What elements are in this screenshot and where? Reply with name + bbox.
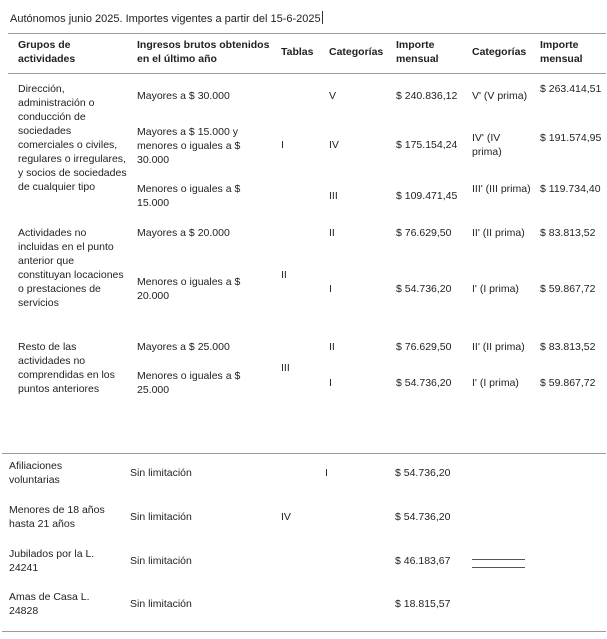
categoria-prima-cell: IV' (IV prima): [472, 132, 502, 158]
categoria-cell: IV: [329, 139, 339, 151]
tabla-cell: II: [281, 269, 287, 281]
lower-importe-cell: $ 54.736,20: [395, 467, 451, 479]
ingresos-cell: Mayores a $ 15.000 y menores o iguales a $ 30.000: [137, 126, 241, 166]
lower-importe-cell: $ 54.736,20: [395, 511, 451, 523]
lower-categoria-cell: I: [325, 467, 328, 479]
lower-ingresos-cell: Sin limitación: [130, 511, 192, 523]
header-tablas: Tablas: [281, 46, 314, 58]
header-grupos: Grupos de actividades: [18, 39, 76, 65]
categoria-cell: II: [329, 227, 335, 239]
group-label: Dirección, administración o conducción de sociedades comerciales o civiles, regulares o irregulares, y socios de sociedades de cualquier tipo: [18, 83, 127, 193]
lower-ingresos-cell: Sin limitación: [130, 467, 192, 479]
blank-line: [472, 567, 525, 568]
importe-cell: $ 76.629,50: [396, 227, 452, 239]
lower-importe-cell: $ 18.815,57: [395, 598, 451, 610]
lower-table-bottom-rule: [2, 631, 606, 632]
lower-row-label: Amas de Casa L. 24828: [9, 591, 90, 617]
lower-row-label: Menores de 18 años hasta 21 años: [9, 504, 105, 530]
title-text: Autónomos junio 2025. Importes vigentes a partir del 15-6-2025: [10, 13, 321, 25]
importe-cell: $ 76.629,50: [396, 341, 452, 353]
categoria-prima-cell: I' (I prima): [472, 377, 519, 389]
header-importe: Importe mensual: [396, 39, 439, 65]
ingresos-cell: Mayores a $ 30.000: [137, 90, 230, 102]
importe-prima-cell: $ 191.574,95: [540, 132, 602, 144]
importe-prima-cell: $ 59.867,72: [540, 377, 596, 389]
table-top-rule: [8, 33, 606, 34]
categoria-cell: II: [329, 341, 335, 353]
categoria-cell: I: [329, 283, 332, 295]
group-label: Actividades no incluidas en el punto anterior que constituyan locaciones o prestaciones de servicios: [18, 227, 124, 309]
header-bottom-rule: [8, 73, 606, 74]
categoria-prima-cell: III' (III prima): [472, 183, 531, 195]
categoria-cell: V: [329, 90, 337, 102]
text-cursor: [322, 11, 323, 24]
importe-cell: $ 109.471,45: [396, 190, 458, 202]
ingresos-cell: Mayores a $ 25.000: [137, 341, 230, 353]
categoria-prima-cell: II' (II prima): [472, 341, 525, 353]
ingresos-cell: Mayores a $ 20.000: [137, 227, 230, 239]
ingresos-cell: Menores o iguales a $ 15.000: [137, 183, 241, 209]
importe-cell: $ 54.736,20: [396, 377, 452, 389]
importe-prima-cell: $ 119.734,40: [540, 183, 601, 195]
lower-row-label: Afiliaciones voluntarias: [9, 460, 63, 486]
header-categorias-prima: Categorías: [472, 46, 527, 58]
tabla-cell: III: [281, 362, 290, 374]
lower-ingresos-cell: Sin limitación: [130, 555, 192, 567]
importe-cell: $ 175.154,24: [396, 139, 458, 151]
lower-importe-cell: $ 46.183,67: [395, 555, 451, 567]
blank-line: [472, 559, 525, 560]
header-ingresos: Ingresos brutos obtenidos en el último año: [137, 39, 270, 65]
group-label: Resto de las actividades no comprendidas en los puntos anteriores: [18, 341, 115, 395]
categoria-prima-cell: V' (V prima): [472, 90, 528, 102]
categoria-prima-cell: I' (I prima): [472, 283, 519, 295]
ingresos-cell: Menores o iguales a $ 20.000: [137, 276, 241, 302]
importe-prima-cell: $ 83.813,52: [540, 227, 596, 239]
categoria-cell: III: [329, 190, 338, 202]
importe-prima-cell: $ 263.414,51: [540, 83, 602, 95]
lower-table-top-rule: [2, 453, 606, 454]
tabla-cell: I: [281, 139, 284, 151]
header-importe-prima: Importe mensual: [540, 39, 583, 65]
categoria-prima-cell: II' (II prima): [472, 227, 525, 239]
page-title: [10, 11, 323, 26]
importe-prima-cell: $ 59.867,72: [540, 283, 596, 295]
lower-tabla-cell: IV: [281, 511, 291, 523]
ingresos-cell: Menores o iguales a $ 25.000: [137, 370, 241, 396]
lower-ingresos-cell: Sin limitación: [130, 598, 192, 610]
categoria-cell: I: [329, 377, 332, 389]
importe-prima-cell: $ 83.813,52: [540, 341, 596, 353]
importe-cell: $ 240.836,12: [396, 90, 458, 102]
lower-row-label: Jubilados por la L. 24241: [9, 548, 95, 574]
header-categorias: Categorías: [329, 46, 384, 58]
importe-cell: $ 54.736,20: [396, 283, 452, 295]
